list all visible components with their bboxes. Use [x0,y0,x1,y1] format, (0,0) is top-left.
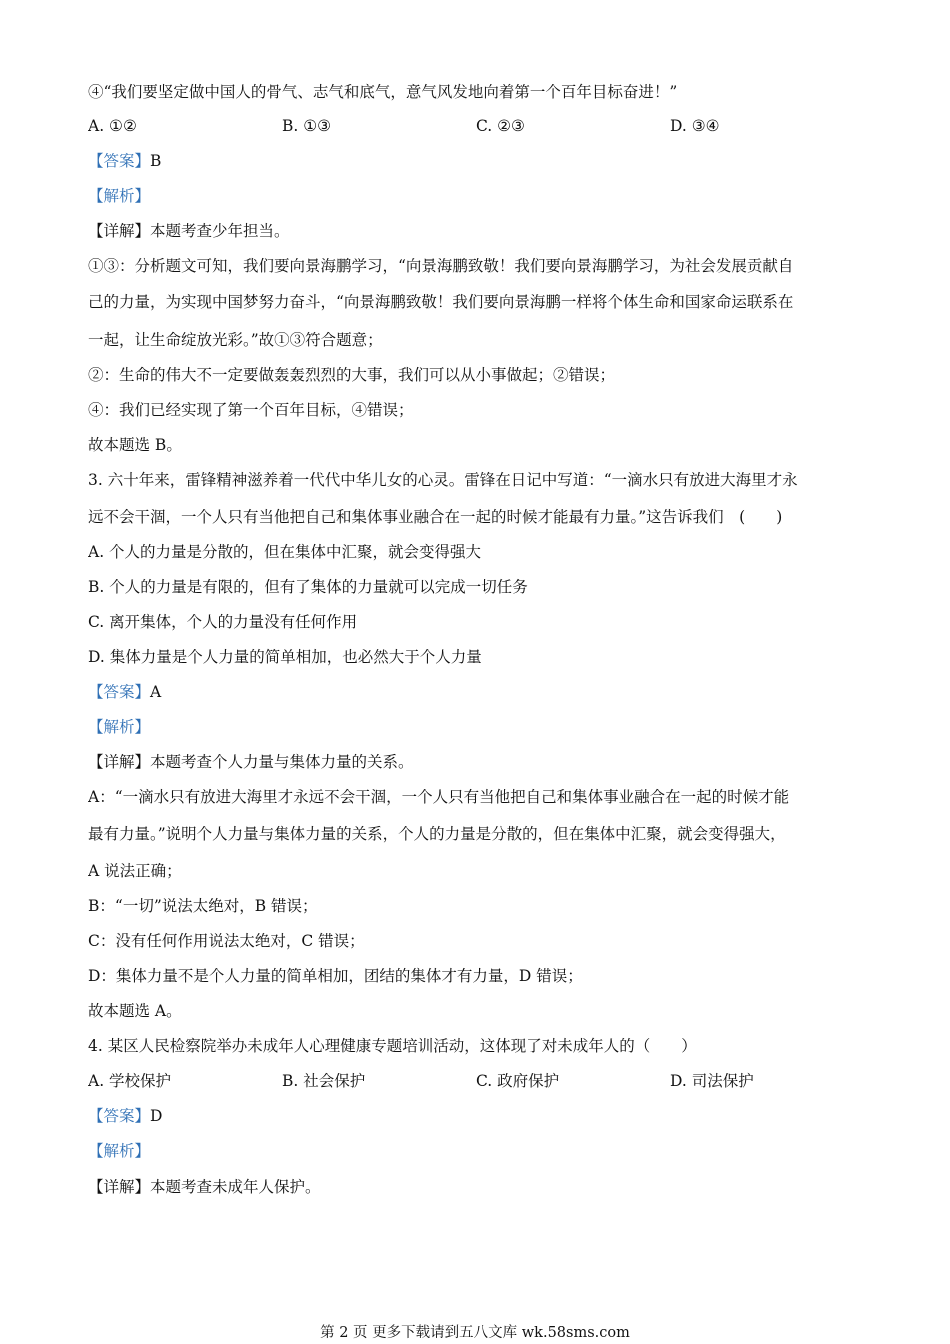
q4-analysis-tag: 【解析】 [88,1142,151,1160]
answer-tag: 【答案】 [88,683,151,701]
q2-options [88,116,868,136]
q3-option-b: B. 个人的力量是有限的，但有了集体的力量就可以完成一切任务 [88,578,528,596]
q3-option-a: A. 个人的力量是分散的，但在集体中汇聚，就会变得强大 [88,543,482,561]
q4-answer-value: D [150,1107,163,1125]
q3-explanation-line: D：集体力量不是个人力量的简单相加，团结的集体才有力量，D 错误； [88,967,583,985]
q3-analysis-tag: 【解析】 [88,718,151,736]
q2-analysis-tag: 【解析】 [88,187,151,205]
q4-option-d: D. 司法保护 [670,1072,754,1090]
q2-detail-text: 本题考查少年担当。 [150,222,290,240]
detail-tag: 【详解】 [88,222,151,240]
detail-tag: 【详解】 [88,1178,151,1196]
q4-option-b: B. 社会保护 [282,1072,366,1090]
q4-answer [88,1106,868,1126]
detail-tag: 【详解】 [88,753,151,771]
q2-option-4-text: ④“我们要坚定做中国人的骨气、志气和底气，意气风发地向着第一个百年目标奋进！” [88,83,678,101]
q3-detail-text: 本题考查个人力量与集体力量的关系。 [150,753,414,771]
q3-explanation-line: 最有力量。”说明个人力量与集体力量的关系，个人的力量是分散的，但在集体中汇聚，就会变得强大， [88,825,786,843]
q2-explanation-line: 己的力量，为实现中国梦努力奋斗，“向景海鹏致敬！我们要向景海鹏一样将个体生命和国家命运联系在 [88,293,794,311]
q3-explanation-line: B：“一切”说法太绝对，B 错误； [88,897,318,915]
q4-options [88,1071,868,1091]
answer-tag: 【答案】 [88,1107,151,1125]
q2-explanation-line: ①③：分析题文可知，我们要向景海鹏学习，“向景海鹏致敬！我们要向景海鹏学习，为社会发展贡献自 [88,257,794,275]
q2-explanation-line: ②：生命的伟大不一定要做轰轰烈烈的大事，我们可以从小事做起；②错误； [88,366,616,384]
q3-conclusion: 故本题选 A。 [88,1002,182,1020]
q4-stem: 4. 某区人民检察院举办未成年人心理健康专题培训活动，这体现了对未成年人的（ ） [88,1037,697,1055]
q3-option-c: C. 离开集体，个人的力量没有任何作用 [88,613,358,631]
q2-detail [88,221,868,241]
q3-explanation-line: A：“一滴水只有放进大海里才永远不会干涸，一个人只有当他把自己和集体事业融合在一起的时候才能 [88,788,790,806]
q4-option-a: A. 学校保护 [88,1072,172,1090]
q3-explanation-line: A 说法正确； [88,862,182,880]
q2-option-c: C. ②③ [476,117,525,135]
answer-tag: 【答案】 [88,152,151,170]
q3-answer [88,682,868,702]
q3-detail [88,752,868,772]
q4-detail-text: 本题考查未成年人保护。 [150,1178,321,1196]
q2-option-a: A. ①② [88,117,137,135]
q2-conclusion: 故本题选 B。 [88,436,182,454]
q2-explanation-line: 一起，让生命绽放光彩。”故①③符合题意； [88,331,383,349]
q2-option-b: B. ①③ [282,117,332,135]
q2-option-d: D. ③④ [670,117,720,135]
q2-answer [88,151,868,171]
q4-option-c: C. 政府保护 [476,1072,560,1090]
q3-stem-line: 3. 六十年来，雷锋精神滋养着一代代中华儿女的心灵。雷锋在日记中写道：“一滴水只有放进大海里才永 [88,471,798,489]
q3-answer-value: A [150,683,162,701]
page-footer: 第 2 页 更多下载请到五八文库 wk.58sms.com [320,1325,630,1341]
q3-explanation-line: C：没有任何作用说法太绝对，C 错误； [88,932,365,950]
q3-stem-line: 远不会干涸，一个人只有当他把自己和集体事业融合在一起的时候才能最有力量。”这告诉我们 ( ) [88,508,783,526]
q3-option-d: D. 集体力量是个人力量的简单相加，也必然大于个人力量 [88,648,482,666]
q2-answer-value: B [150,152,162,170]
q2-explanation-line: ④：我们已经实现了第一个百年目标，④错误； [88,401,414,419]
q4-detail [88,1177,868,1197]
